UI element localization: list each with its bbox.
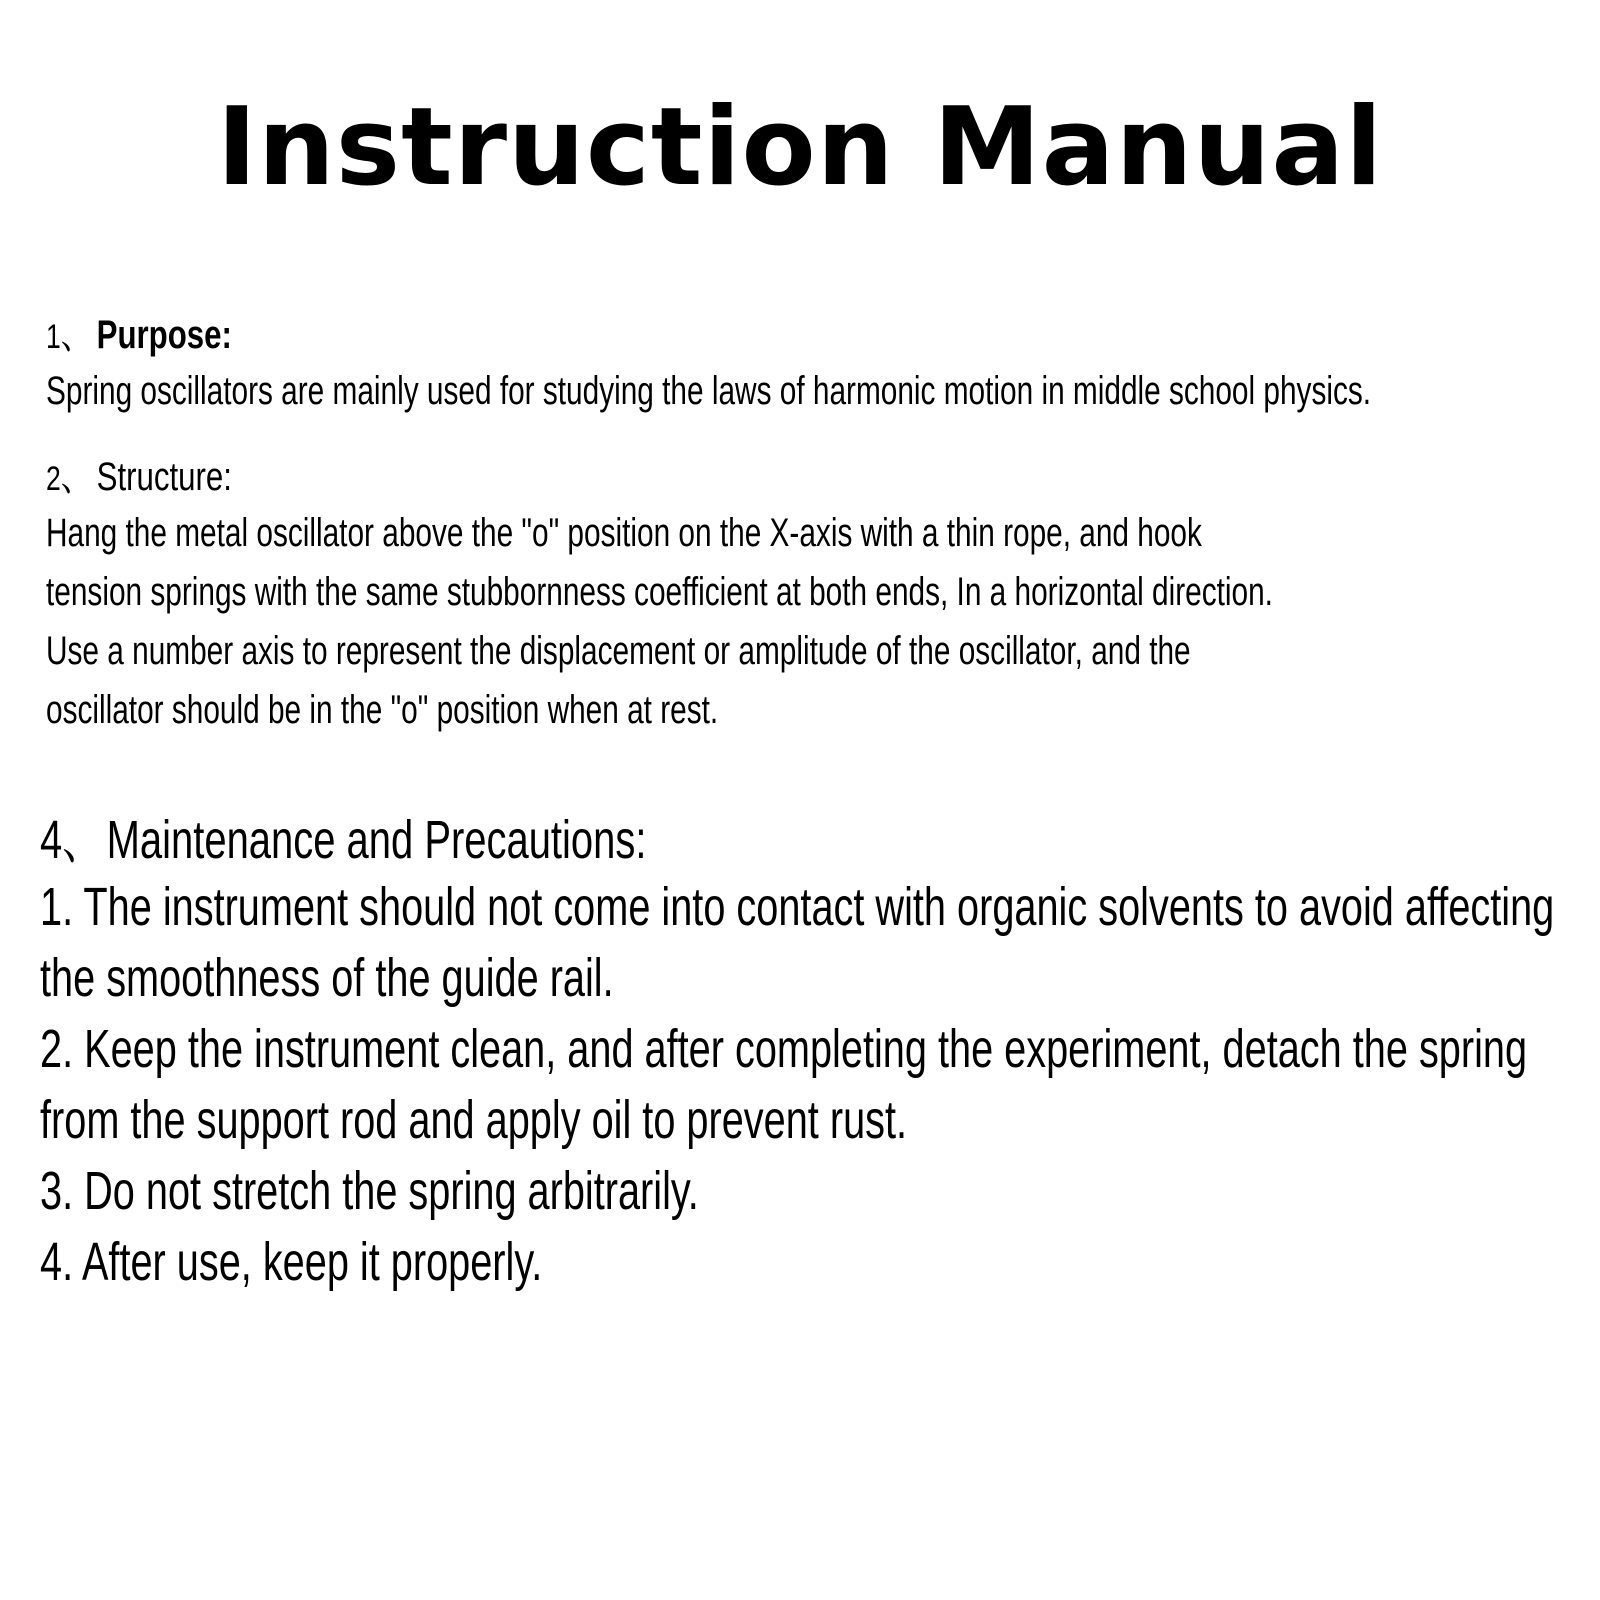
paragraph-line: tension springs with the same stubbornness coefficient at both ends, In a horizontal direction. xyxy=(46,570,1273,614)
section-title: Maintenance and Precautions: xyxy=(106,810,647,870)
precaution-line: the smoothness of the guide rail. xyxy=(40,948,614,1008)
section-heading xyxy=(46,310,1232,362)
section-structure xyxy=(46,452,1566,740)
section-number: 4 xyxy=(40,810,63,870)
page-title: Instruction Manual xyxy=(216,85,1384,210)
section-heading xyxy=(40,808,1180,872)
section-number: 2 xyxy=(46,460,61,498)
section-title: Purpose: xyxy=(96,313,232,357)
precaution-line: 3. Do not stretch the spring arbitrarily. xyxy=(40,1161,699,1221)
paragraph-line: Use a number axis to represent the displacement or amplitude of the oscillator, and the xyxy=(46,629,1191,673)
section-separator: 、 xyxy=(62,810,103,870)
section-maintenance xyxy=(40,808,1580,1298)
section-purpose xyxy=(46,310,1566,421)
section-title: Structure: xyxy=(96,455,232,499)
paragraph-line: oscillator should be in the "o" position when at rest. xyxy=(46,688,719,732)
paragraph-line: Spring oscillators are mainly used for studying the laws of harmonic motion in middle school physics. xyxy=(46,369,1372,413)
precaution-line: 2. Keep the instrument clean, and after completing the experiment, detach the spring xyxy=(40,1019,1528,1079)
precaution-line: from the support rod and apply oil to prevent rust. xyxy=(40,1090,908,1150)
precaution-line: 4. After use, keep it properly. xyxy=(40,1232,543,1292)
section-separator: 、 xyxy=(60,455,92,499)
precaution-line: 1. The instrument should not come into contact with organic solvents to avoid affecting xyxy=(40,877,1555,937)
paragraph-line: Hang the metal oscillator above the "o" position on the X-axis with a thin rope, and hook xyxy=(46,511,1202,555)
section-heading xyxy=(46,452,1232,504)
section-number: 1 xyxy=(46,318,61,356)
section-separator: 、 xyxy=(60,313,92,357)
